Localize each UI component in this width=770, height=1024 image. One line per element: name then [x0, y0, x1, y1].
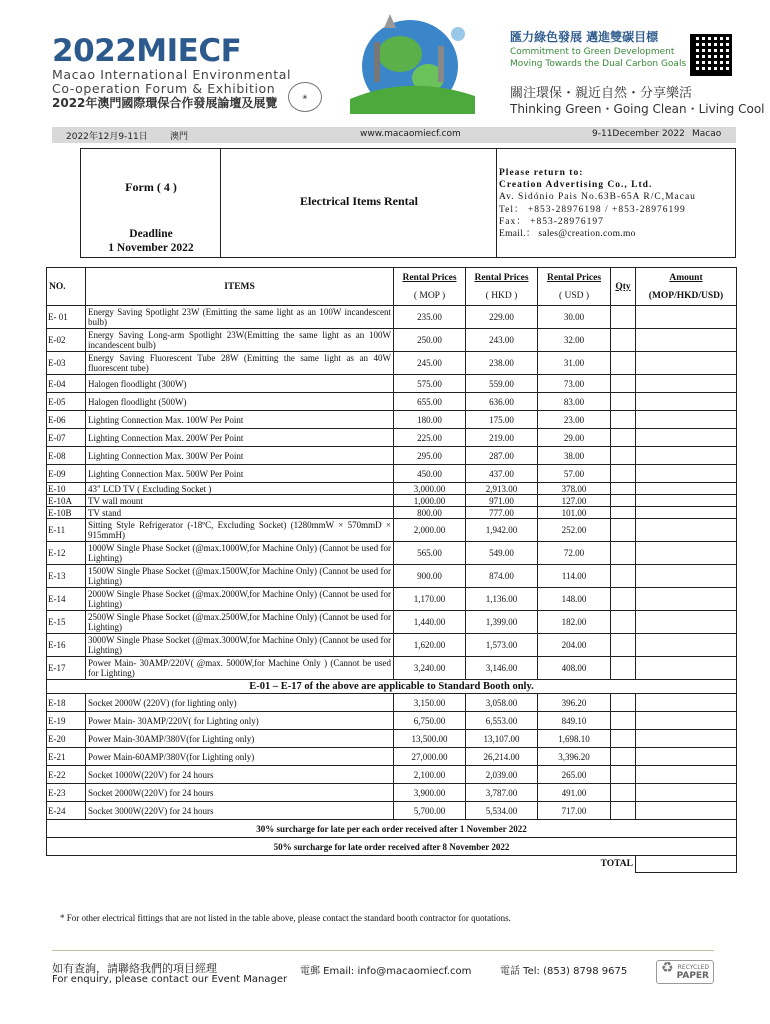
price-mop: 295.00 — [394, 447, 466, 465]
table-row — [47, 411, 737, 429]
table-row — [47, 748, 737, 766]
form-title-cell — [221, 149, 497, 257]
amount-input[interactable] — [636, 447, 737, 465]
item-number: E-06 — [47, 411, 86, 429]
item-number: E-08 — [47, 447, 86, 465]
price-mop: 250.00 — [394, 329, 466, 352]
item-description: Power Main- 30AMP/220V( for Lighting only) — [86, 712, 394, 730]
price-usd: 148.00 — [538, 588, 611, 611]
item-description: Power Main-30AMP/380V(for Lighting only) — [86, 730, 394, 748]
item-number: E-10B — [47, 507, 86, 519]
amount-input[interactable] — [636, 411, 737, 429]
deadline-date: 1 November 2022 — [108, 242, 194, 254]
qty-input[interactable] — [611, 447, 636, 465]
return-to-label: Please return to: — [499, 168, 584, 178]
header-usd: ( USD ) — [538, 288, 611, 306]
price-hkd: 3,146.00 — [466, 657, 538, 680]
price-mop: 1,440.00 — [394, 611, 466, 634]
date-band — [52, 127, 736, 143]
deadline — [81, 227, 221, 255]
price-mop: 180.00 — [394, 411, 466, 429]
price-hkd: 5,534.00 — [466, 802, 538, 820]
recycled-paper-badge — [656, 960, 714, 984]
rental-items-table — [46, 267, 737, 873]
power-main-items — [47, 694, 737, 820]
price-hkd: 3,058.00 — [466, 694, 538, 712]
table-row — [47, 306, 737, 329]
slogan-en-1b: Moving Towards the Dual Carbon Goals — [510, 59, 687, 69]
amount-input[interactable] — [636, 766, 737, 784]
price-usd: 32.00 — [538, 329, 611, 352]
slogan-en-1 — [510, 46, 686, 70]
item-number: E-23 — [47, 784, 86, 802]
qty-input[interactable] — [611, 784, 636, 802]
header-rental-mop: Rental Prices — [394, 268, 466, 288]
item-description: Socket 2000W (220V) (for lighting only) — [86, 694, 394, 712]
return-address — [499, 167, 735, 240]
footer-tel[interactable]: 電話 Tel: (853) 8798 9675 — [500, 966, 628, 977]
price-mop: 3,150.00 — [394, 694, 466, 712]
form-id-cell — [81, 149, 221, 257]
item-number: E-21 — [47, 748, 86, 766]
recycle-icon: ♻ — [661, 960, 674, 976]
price-hkd: 2,039.00 — [466, 766, 538, 784]
price-usd: 23.00 — [538, 411, 611, 429]
qty-input[interactable] — [611, 375, 636, 393]
price-usd: 204.00 — [538, 634, 611, 657]
qty-input[interactable] — [611, 507, 636, 519]
item-number: E-12 — [47, 542, 86, 565]
item-description: Lighting Connection Max. 500W Per Point — [86, 465, 394, 483]
price-usd: 378.00 — [538, 483, 611, 495]
table-row — [47, 657, 737, 680]
item-description: Socket 1000W(220V) for 24 hours — [86, 766, 394, 784]
item-description: 43" LCD TV ( Excluding Socket ) — [86, 483, 394, 495]
price-mop: 2,100.00 — [394, 766, 466, 784]
item-description: Halogen floodlight (500W) — [86, 393, 394, 411]
item-number: E-10 — [47, 483, 86, 495]
qty-input[interactable] — [611, 694, 636, 712]
item-number: E-07 — [47, 429, 86, 447]
item-description: Energy Saving Fluorescent Tube 28W (Emitting the same light as an 40W fluorescent tube) — [86, 352, 394, 375]
price-usd: 30.00 — [538, 306, 611, 329]
price-usd: 101.00 — [538, 507, 611, 519]
price-usd: 408.00 — [538, 657, 611, 680]
table-row — [47, 465, 737, 483]
price-mop: 800.00 — [394, 507, 466, 519]
price-hkd: 971.00 — [466, 495, 538, 507]
price-mop: 565.00 — [394, 542, 466, 565]
company-email[interactable]: Email.： sales@creation.com.mo — [499, 229, 636, 240]
table-row — [47, 519, 737, 542]
globe-illustration-icon — [330, 4, 490, 124]
item-number: E-09 — [47, 465, 86, 483]
price-hkd: 1,136.00 — [466, 588, 538, 611]
header-amount-units: (MOP/HKD/USD) — [636, 288, 737, 306]
page-footer — [52, 960, 736, 990]
table-row — [47, 483, 737, 495]
item-description: Socket 2000W(220V) for 24 hours — [86, 784, 394, 802]
slogan-en-2: Thinking Green・Going Clean・Living Cool — [510, 102, 765, 116]
item-number: E-20 — [47, 730, 86, 748]
price-usd: 73.00 — [538, 375, 611, 393]
qty-input[interactable] — [611, 712, 636, 730]
total-row — [47, 856, 737, 873]
qty-input[interactable] — [611, 306, 636, 329]
price-mop: 900.00 — [394, 565, 466, 588]
enquiry-en: For enquiry, please contact our Event Manager — [52, 974, 288, 985]
deadline-label: Deadline — [129, 228, 173, 240]
standard-booth-note-row — [47, 680, 737, 694]
header-mop: ( MOP ) — [394, 288, 466, 306]
table-row — [47, 429, 737, 447]
slogan-zh-1: 匯力綠色發展 邁進雙碳目標 — [510, 30, 659, 44]
item-number: E-17 — [47, 657, 86, 680]
amount-input[interactable] — [636, 483, 737, 495]
price-hkd: 287.00 — [466, 447, 538, 465]
price-mop: 235.00 — [394, 306, 466, 329]
price-mop: 1,170.00 — [394, 588, 466, 611]
price-hkd: 777.00 — [466, 507, 538, 519]
amount-input[interactable] — [636, 784, 737, 802]
header-qty: Qty — [611, 268, 636, 306]
paper-label: PAPER — [676, 971, 709, 981]
table-row — [47, 393, 737, 411]
table-row — [47, 588, 737, 611]
item-number: E-04 — [47, 375, 86, 393]
price-hkd: 1,399.00 — [466, 611, 538, 634]
price-mop: 3,000.00 — [394, 483, 466, 495]
amount-input[interactable] — [636, 712, 737, 730]
table-row — [47, 784, 737, 802]
place-zh: 澳門 — [170, 132, 189, 142]
footer-email[interactable]: 電郵 Email: info@macaomiecf.com — [300, 966, 472, 977]
qty-input[interactable] — [611, 542, 636, 565]
item-number: E-24 — [47, 802, 86, 820]
price-usd: 38.00 — [538, 447, 611, 465]
item-number: E-05 — [47, 393, 86, 411]
footnote: * For other electrical fittings that are not listed in the table above, please contact the standard booth contractor for quotations. — [60, 913, 511, 923]
price-usd: 3,396.20 — [538, 748, 611, 766]
price-mop: 3,900.00 — [394, 784, 466, 802]
qty-input[interactable] — [611, 352, 636, 375]
total-label: TOTAL — [47, 856, 636, 873]
company-name: Creation Advertising Co., Ltd. — [499, 180, 653, 191]
price-hkd: 243.00 — [466, 329, 538, 352]
item-description: Energy Saving Spotlight 23W (Emitting the same light as an 100W incandescent bulb) — [86, 306, 394, 329]
qty-input[interactable] — [611, 657, 636, 680]
amount-input[interactable] — [636, 657, 737, 680]
surcharge-30-row — [47, 820, 737, 838]
qty-input[interactable] — [611, 465, 636, 483]
price-hkd: 559.00 — [466, 375, 538, 393]
price-hkd: 13,107.00 — [466, 730, 538, 748]
item-description: Energy Saving Long-arm Spotlight 23W(Emitting the same light as an 100W incandescent bulb) — [86, 329, 394, 352]
item-number: E-22 — [47, 766, 86, 784]
price-usd: 29.00 — [538, 429, 611, 447]
qty-input[interactable] — [611, 766, 636, 784]
item-description: Socket 3000W(220V) for 24 hours — [86, 802, 394, 820]
item-description: 1500W Single Phase Socket (@max.1500W,for Machine Only) (Cannot be used for Lighting) — [86, 565, 394, 588]
price-usd: 114.00 — [538, 565, 611, 588]
qty-input[interactable] — [611, 329, 636, 352]
qty-input[interactable] — [611, 495, 636, 507]
item-description: TV stand — [86, 507, 394, 519]
price-mop: 6,750.00 — [394, 712, 466, 730]
price-usd: 182.00 — [538, 611, 611, 634]
price-hkd: 26,214.00 — [466, 748, 538, 766]
company-address: Av. Sidónio Pais No.63B-65A R/C,Macau — [499, 192, 696, 203]
table-row — [47, 611, 737, 634]
item-description: Lighting Connection Max. 200W Per Point — [86, 429, 394, 447]
price-hkd: 219.00 — [466, 429, 538, 447]
item-number: E-02 — [47, 329, 86, 352]
item-number: E-19 — [47, 712, 86, 730]
header-rental-usd: Rental Prices — [538, 268, 611, 288]
amount-input[interactable] — [636, 507, 737, 519]
table-row — [47, 375, 737, 393]
price-mop: 225.00 — [394, 429, 466, 447]
table-header-row — [47, 268, 737, 288]
logo-year: 2022 — [52, 33, 137, 69]
table-row — [47, 542, 737, 565]
total-amount-input[interactable] — [636, 856, 737, 873]
qty-input[interactable] — [611, 730, 636, 748]
price-hkd: 175.00 — [466, 411, 538, 429]
place-en: Macao — [692, 129, 722, 139]
header-hkd: ( HKD ) — [466, 288, 538, 306]
table-row — [47, 712, 737, 730]
price-mop: 655.00 — [394, 393, 466, 411]
price-mop: 1,620.00 — [394, 634, 466, 657]
item-description: Lighting Connection Max. 100W Per Point — [86, 411, 394, 429]
price-usd: 717.00 — [538, 802, 611, 820]
price-mop: 27,000.00 — [394, 748, 466, 766]
logo-subtitle-2: Co-operation Forum & Exhibition — [52, 81, 276, 96]
standard-booth-note: E-01 – E-17 of the above are applicable to Standard Booth only. — [47, 680, 737, 694]
item-number: E-03 — [47, 352, 86, 375]
amount-input[interactable] — [636, 465, 737, 483]
table-row — [47, 352, 737, 375]
price-hkd: 6,553.00 — [466, 712, 538, 730]
amount-input[interactable] — [636, 429, 737, 447]
enquiry-zh: 如有查詢，請聯絡我們的項目經理 — [52, 962, 217, 975]
item-description: Lighting Connection Max. 300W Per Point — [86, 447, 394, 465]
price-usd: 72.00 — [538, 542, 611, 565]
table-row — [47, 694, 737, 712]
surcharge-50: 50% surcharge for late order received after 8 November 2022 — [47, 838, 737, 856]
price-mop: 450.00 — [394, 465, 466, 483]
table-row — [47, 507, 737, 519]
table-row — [47, 634, 737, 657]
price-hkd: 2,913.00 — [466, 483, 538, 495]
qty-input[interactable] — [611, 429, 636, 447]
item-description: 1000W Single Phase Socket (@max.1000W,for Machine Only) (Cannot be used for Lighting) — [86, 542, 394, 565]
amount-input[interactable] — [636, 542, 737, 565]
item-number: E- 01 — [47, 306, 86, 329]
item-description: Halogen floodlight (300W) — [86, 375, 394, 393]
item-description: Power Main- 30AMP/220V( @max. 5000W,for Machine Only ) (Cannot be used for Lighting) — [86, 657, 394, 680]
price-hkd: 229.00 — [466, 306, 538, 329]
item-number: E-18 — [47, 694, 86, 712]
price-mop: 575.00 — [394, 375, 466, 393]
form-info-box — [80, 148, 736, 258]
price-hkd: 874.00 — [466, 565, 538, 588]
price-hkd: 549.00 — [466, 542, 538, 565]
item-description: 2000W Single Phase Socket (@max.2000W,for Machine Only) (Cannot be used for Lighting) — [86, 588, 394, 611]
price-mop: 3,240.00 — [394, 657, 466, 680]
amount-input[interactable] — [636, 352, 737, 375]
qr-code-icon[interactable] — [690, 34, 732, 76]
slogan-zh-2: 關注環保・親近自然・分享樂活 — [510, 86, 693, 101]
price-hkd: 636.00 — [466, 393, 538, 411]
date-en: 9-11December 2022 — [592, 129, 685, 139]
price-usd: 396.20 — [538, 694, 611, 712]
table-row — [47, 447, 737, 465]
amount-input[interactable] — [636, 588, 737, 611]
surcharge-30: 30% surcharge for late per each order received after 1 November 2022 — [47, 820, 737, 838]
standard-booth-items — [47, 306, 737, 680]
item-description: Power Main-60AMP/380V(for Lighting only) — [86, 748, 394, 766]
header-items: ITEMS — [86, 268, 394, 306]
table-row — [47, 766, 737, 784]
price-mop: 5,700.00 — [394, 802, 466, 820]
price-hkd: 1,942.00 — [466, 519, 538, 542]
recycled-label: RECYCLED — [677, 964, 709, 971]
table-row — [47, 802, 737, 820]
website-link[interactable]: www.macaomiecf.com — [360, 129, 461, 139]
price-usd: 83.00 — [538, 393, 611, 411]
qty-input[interactable] — [611, 748, 636, 766]
item-description: TV wall mount — [86, 495, 394, 507]
table-row — [47, 730, 737, 748]
amount-input[interactable] — [636, 306, 737, 329]
price-hkd: 3,787.00 — [466, 784, 538, 802]
table-row — [47, 565, 737, 588]
price-mop: 2,000.00 — [394, 519, 466, 542]
amount-input[interactable] — [636, 634, 737, 657]
qty-input[interactable] — [611, 411, 636, 429]
qty-input[interactable] — [611, 611, 636, 634]
price-mop: 1,000.00 — [394, 495, 466, 507]
slogan-en-1a: Commitment to Green Development — [510, 47, 675, 57]
logo-subtitle-zh: 2022年澳門國際環保合作發展論壇及展覽 — [52, 96, 278, 110]
price-usd: 1,698.10 — [538, 730, 611, 748]
amount-input[interactable] — [636, 565, 737, 588]
table-row — [47, 329, 737, 352]
company-fax: Fax： +853-28976197 — [499, 216, 604, 227]
price-usd: 252.00 — [538, 519, 611, 542]
price-usd: 265.00 — [538, 766, 611, 784]
company-tel: Tel： +853-28976198 / +853-28976199 — [499, 204, 686, 215]
item-number: E-13 — [47, 565, 86, 588]
price-usd: 57.00 — [538, 465, 611, 483]
price-mop: 245.00 — [394, 352, 466, 375]
price-usd: 491.00 — [538, 784, 611, 802]
qty-input[interactable] — [611, 588, 636, 611]
header-no: NO. — [47, 268, 86, 306]
logo-subtitle-1: Macao International Environmental — [52, 67, 292, 82]
item-number: E-15 — [47, 611, 86, 634]
price-usd: 31.00 — [538, 352, 611, 375]
item-description: 2500W Single Phase Socket (@max.2500W,for Machine Only) (Cannot be used for Lighting) — [86, 611, 394, 634]
item-number: E-10A — [47, 495, 86, 507]
price-usd: 849.10 — [538, 712, 611, 730]
item-description: Sitting Style Refrigerator (-18ºC, Excluding Socket) (1280mmW × 570mmD × 915mmH) — [86, 519, 394, 542]
item-description: 3000W Single Phase Socket (@max.3000W,for Machine Only) (Cannot be used for Lighting) — [86, 634, 394, 657]
emblem-icon: ❀ — [288, 82, 322, 112]
footer-divider — [52, 950, 714, 951]
price-usd: 127.00 — [538, 495, 611, 507]
price-hkd: 1,573.00 — [466, 634, 538, 657]
qty-input[interactable] — [611, 393, 636, 411]
header-rental-hkd: Rental Prices — [466, 268, 538, 288]
amount-input[interactable] — [636, 329, 737, 352]
price-mop: 13,500.00 — [394, 730, 466, 748]
amount-input[interactable] — [636, 694, 737, 712]
item-number: E-11 — [47, 519, 86, 542]
amount-input[interactable] — [636, 611, 737, 634]
amount-input[interactable] — [636, 802, 737, 820]
amount-input[interactable] — [636, 393, 737, 411]
table-row — [47, 495, 737, 507]
qty-input[interactable] — [611, 565, 636, 588]
logo-name: MIECF — [136, 33, 242, 69]
item-number: E-16 — [47, 634, 86, 657]
price-hkd: 437.00 — [466, 465, 538, 483]
page-header — [0, 0, 770, 126]
qty-input[interactable] — [611, 483, 636, 495]
amount-input[interactable] — [636, 495, 737, 507]
qty-input[interactable] — [611, 519, 636, 542]
amount-input[interactable] — [636, 375, 737, 393]
form-title: Electrical Items Rental — [300, 194, 418, 208]
item-number: E-14 — [47, 588, 86, 611]
price-hkd: 238.00 — [466, 352, 538, 375]
surcharge-50-row — [47, 838, 737, 856]
header-amount: Amount — [636, 268, 737, 288]
amount-input[interactable] — [636, 519, 737, 542]
date-zh: 2022年12月9-11日 — [66, 132, 148, 142]
amount-input[interactable] — [636, 748, 737, 766]
qty-input[interactable] — [611, 634, 636, 657]
form-number: Form ( 4 ) — [125, 180, 177, 194]
amount-input[interactable] — [636, 730, 737, 748]
qty-input[interactable] — [611, 802, 636, 820]
